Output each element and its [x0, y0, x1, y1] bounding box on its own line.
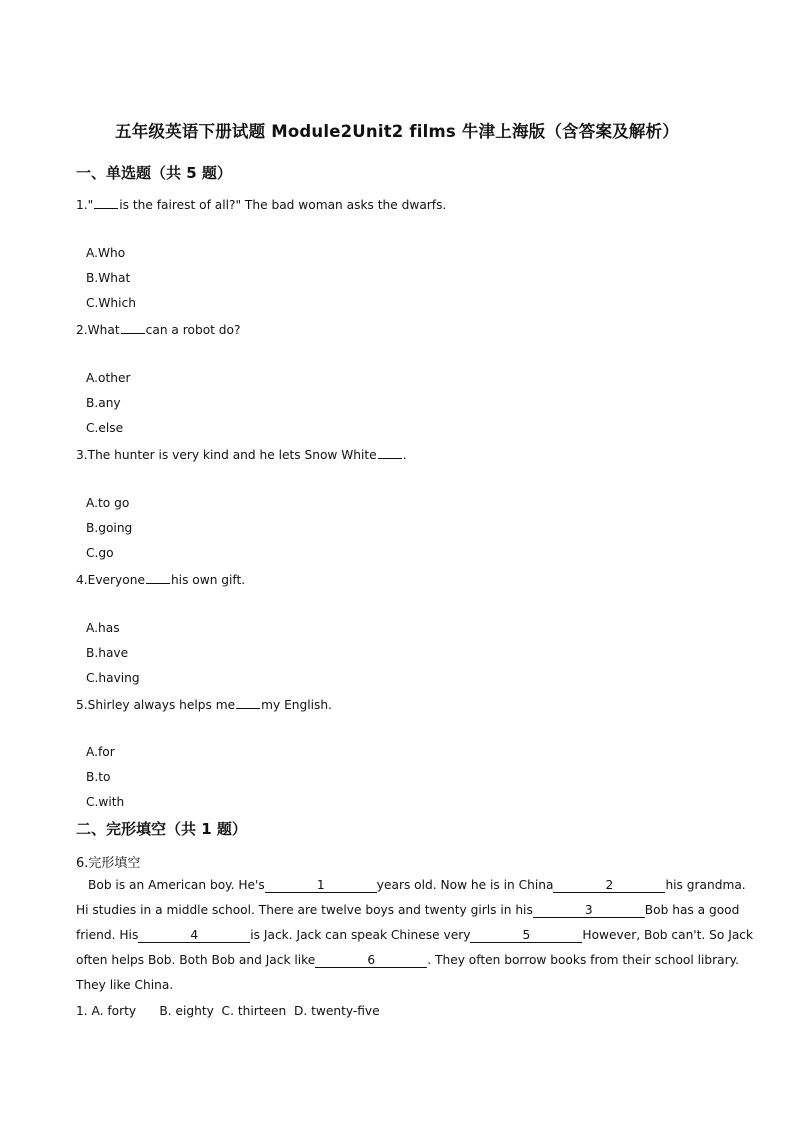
- option: C.go: [86, 546, 114, 560]
- passage-line-5: They like China.: [76, 978, 174, 992]
- passage-line-3: [76, 928, 753, 943]
- question-5-text: my English.: [261, 698, 332, 712]
- passage-text: friend. His: [76, 928, 139, 942]
- answer-blank: [94, 196, 118, 209]
- cloze-blank-2: 2: [553, 878, 665, 893]
- cloze-blank-6: 6: [315, 953, 427, 968]
- option: C.else: [86, 421, 124, 435]
- cloze-blank-3: 3: [533, 903, 645, 918]
- passage-text: Bob is an American boy. He's: [88, 878, 265, 892]
- option: B.to: [86, 770, 111, 784]
- option: C.Which: [86, 296, 136, 310]
- passage-text: . They often borrow books from their school library.: [427, 953, 739, 967]
- passage-text: However, Bob can't. So Jack: [582, 928, 754, 942]
- answer-blank: [236, 696, 260, 709]
- question-4-text: his own gift.: [170, 573, 246, 587]
- passage-text: his grandma.: [665, 878, 746, 892]
- question-3: [76, 446, 407, 462]
- passage-text: is Jack. Jack can speak Chinese very: [250, 928, 471, 942]
- question-2: [76, 321, 240, 337]
- question-6-label: 6.完形填空: [76, 856, 141, 871]
- passage-text: Hi studies in a middle school. There are twelve boys and twenty girls in his: [76, 903, 533, 917]
- passage-line-1: [88, 878, 746, 893]
- section-single-choice-heading: 一、单选题（共 5 题）: [76, 164, 232, 182]
- cloze-blank-4: 4: [138, 928, 250, 943]
- question-2-text: can a robot do?: [145, 323, 241, 337]
- answer-blank: [378, 446, 402, 459]
- option: A.other: [86, 371, 131, 385]
- option: A.to go: [86, 496, 130, 510]
- option: A.has: [86, 621, 120, 635]
- option: A.Who: [86, 246, 126, 260]
- cloze-blank-5: 5: [470, 928, 582, 943]
- option: B.What: [86, 271, 131, 285]
- answer-blank: [121, 321, 145, 334]
- option: B.any: [86, 396, 121, 410]
- option: C.with: [86, 795, 125, 809]
- section-cloze-heading: 二、完形填空（共 1 题）: [76, 820, 247, 838]
- option: A.for: [86, 745, 115, 759]
- passage-line-2: [76, 903, 739, 918]
- option: B.have: [86, 646, 129, 660]
- question-4-prefix: 4.Everyone: [76, 573, 145, 587]
- option: B.going: [86, 521, 133, 535]
- question-5: [76, 696, 332, 712]
- question-1: [76, 196, 446, 212]
- question-3-text: .: [402, 448, 407, 462]
- question-3-prefix: 3.The hunter is very kind and he lets Snow White: [76, 448, 377, 462]
- passage-line-4: [76, 953, 739, 968]
- answer-blank: [146, 571, 170, 584]
- passage-text: Bob has a good: [644, 903, 740, 917]
- document-title: 五年级英语下册试题 Module2Unit2 films 牛津上海版（含答案及解析）: [115, 122, 679, 141]
- question-4: [76, 571, 245, 587]
- passage-text: often helps Bob. Both Bob and Jack like: [76, 953, 316, 967]
- passage-text: years old. Now he is in China: [376, 878, 554, 892]
- question-1-prefix: 1.": [76, 198, 94, 212]
- question-1-text: is the fairest of all?" The bad woman asks the dwarfs.: [119, 198, 447, 212]
- cloze-choice-1: 1. A. forty B. eighty C. thirteen D. twenty-five: [76, 1004, 380, 1018]
- cloze-blank-1: 1: [265, 878, 377, 893]
- question-2-prefix: 2.What: [76, 323, 120, 337]
- question-5-prefix: 5.Shirley always helps me: [76, 698, 236, 712]
- option: C.having: [86, 671, 140, 685]
